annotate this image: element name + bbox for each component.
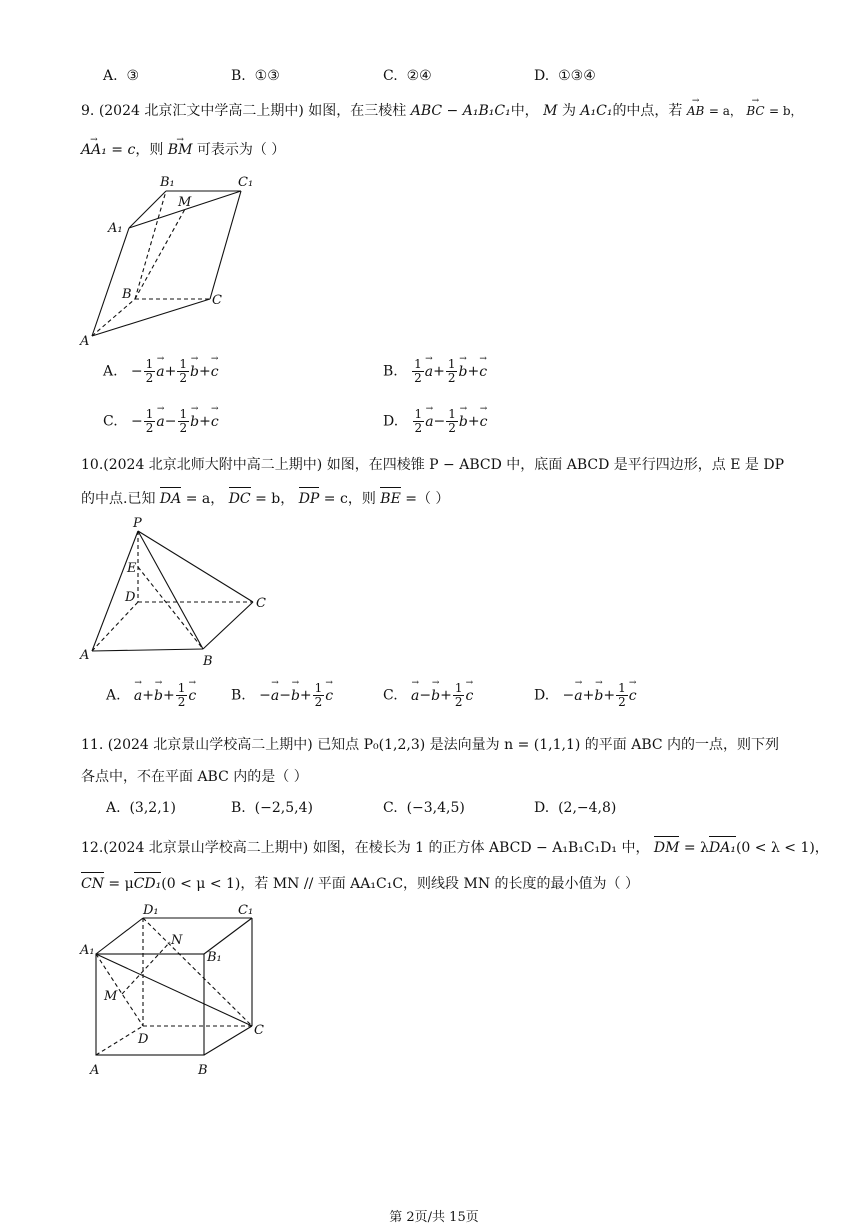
q9-option-c: C. − $\frac{1}{2}$ → a− $\frac{1}{2}$ → b+→ c: [103, 408, 219, 435]
q12-label-d1: D₁: [143, 903, 159, 918]
q12-label-a: A: [90, 1063, 100, 1078]
q10-label-e: E: [127, 561, 137, 576]
q10-option-d: D. −→ a+→ b+ $\frac{1}{2}$ → c: [534, 682, 637, 709]
prev-option-c: C. ②④: [383, 68, 432, 84]
q9-line1: 9. (2024 北京汇文中学高二上期中) 如图，在三棱柱 ABC − A₁B₁C₁中， M 为 A₁C₁的中点，若 → AB = a， → BC = b，: [81, 101, 803, 121]
q10-label-c: C: [256, 596, 266, 611]
q12-label-c: C: [254, 1023, 264, 1038]
q12-cube-figure: [78, 898, 278, 1080]
q10-label-d: D: [125, 590, 136, 605]
q9-number: 9.: [81, 103, 95, 119]
q12-label-d: D: [138, 1032, 149, 1047]
q10-label-b: B: [203, 654, 213, 669]
q9-label-c1: C₁: [238, 175, 254, 190]
q9-line2: → AA₁ = c，则 → BM 可表示为（ ）: [81, 140, 285, 160]
q10-line2: 的中点.已知 DA = a， DC = b， DP = c，则 BE =（ ）: [81, 487, 449, 509]
q9-option-b: B. $\frac{1}{2}$ → a+ $\frac{1}{2}$ → b+→ c: [383, 358, 487, 385]
page-footer: 第 2页/共 15页: [389, 1210, 479, 1225]
q11-option-d: D. (2,−4,8): [534, 800, 617, 816]
q10-option-a: A. → a+→ b+ $\frac{1}{2}$ → c: [106, 682, 196, 709]
prev-option-b: B. ①③: [231, 68, 280, 84]
q11-line2: 各点中，不在平面 ABC 内的是（ ）: [81, 769, 308, 785]
q12-label-n: N: [171, 933, 183, 948]
q10-option-c: C. → a−→ b+ $\frac{1}{2}$ → c: [383, 682, 473, 709]
prev-option-d: D. ①③④: [534, 68, 596, 84]
q9-label-c: C: [212, 293, 222, 308]
q11-option-b: B. (−2,5,4): [231, 800, 313, 816]
q12-label-c1: C₁: [238, 903, 254, 918]
q12-line1: 12.(2024 北京景山学校高二上期中) 如图，在棱长为 1 的正方体 ABCD − A₁B₁C₁D₁ 中， DM = λDA₁(0 < λ < 1)，: [81, 836, 829, 858]
q9-option-d: D. $\frac{1}{2}$ → a− $\frac{1}{2}$ → b+→ c: [383, 408, 487, 435]
q9-label-a: A: [80, 334, 90, 349]
q12-source: (2024 北京景山学校高二上期中): [103, 840, 309, 856]
q10-source: (2024 北京北师大附中高二上期中): [103, 457, 323, 473]
q11-line1: 11. (2024 北京景山学校高二上期中) 已知点 P₀(1,2,3) 是法向量为 n = (1,1,1) 的平面 ABC 内的一点，则下列: [81, 737, 780, 753]
q12-label-a1: A₁: [80, 943, 95, 958]
q11-source: (2024 北京景山学校高二上期中): [107, 737, 313, 753]
prev-option-a: A. ③: [103, 68, 140, 84]
q11-number: 11.: [81, 737, 104, 753]
q9-option-a: A. − $\frac{1}{2}$ → a+ $\frac{1}{2}$ → b+→ c: [103, 358, 219, 385]
q12-line2: CN = μCD₁(0 < μ < 1)，若 MN // 平面 AA₁C₁C，则线段 MN 的长度的最小值为（ ）: [81, 872, 639, 894]
q10-option-b: B. −→ a−→ b+ $\frac{1}{2}$ → c: [231, 682, 333, 709]
q9-label-a1: A₁: [108, 221, 123, 236]
q12-label-m: M: [104, 989, 118, 1004]
q10-number: 10.: [81, 457, 104, 473]
q12-label-b1: B₁: [207, 950, 222, 965]
q11-option-c: C. (−3,4,5): [383, 800, 465, 816]
q10-line1: 10.(2024 北京北师大附中高二上期中) 如图，在四棱锥 P − ABCD 中，底面 ABCD 是平行四边形，点 E 是 DP: [81, 457, 784, 473]
q11-option-a: A. (3,2,1): [106, 800, 177, 816]
q9-label-b: B: [122, 287, 132, 302]
q9-prism-figure: [78, 168, 278, 350]
q9-label-b1: B₁: [160, 175, 175, 190]
q10-label-p: P: [133, 516, 142, 531]
q12-number: 12.: [81, 840, 104, 856]
q12-label-b: B: [198, 1063, 208, 1078]
q10-label-a: A: [80, 648, 90, 663]
q10-pyramid-figure: [78, 515, 278, 675]
q9-source: (2024 北京汇文中学高二上期中): [98, 103, 304, 119]
q9-label-m: M: [178, 195, 192, 210]
